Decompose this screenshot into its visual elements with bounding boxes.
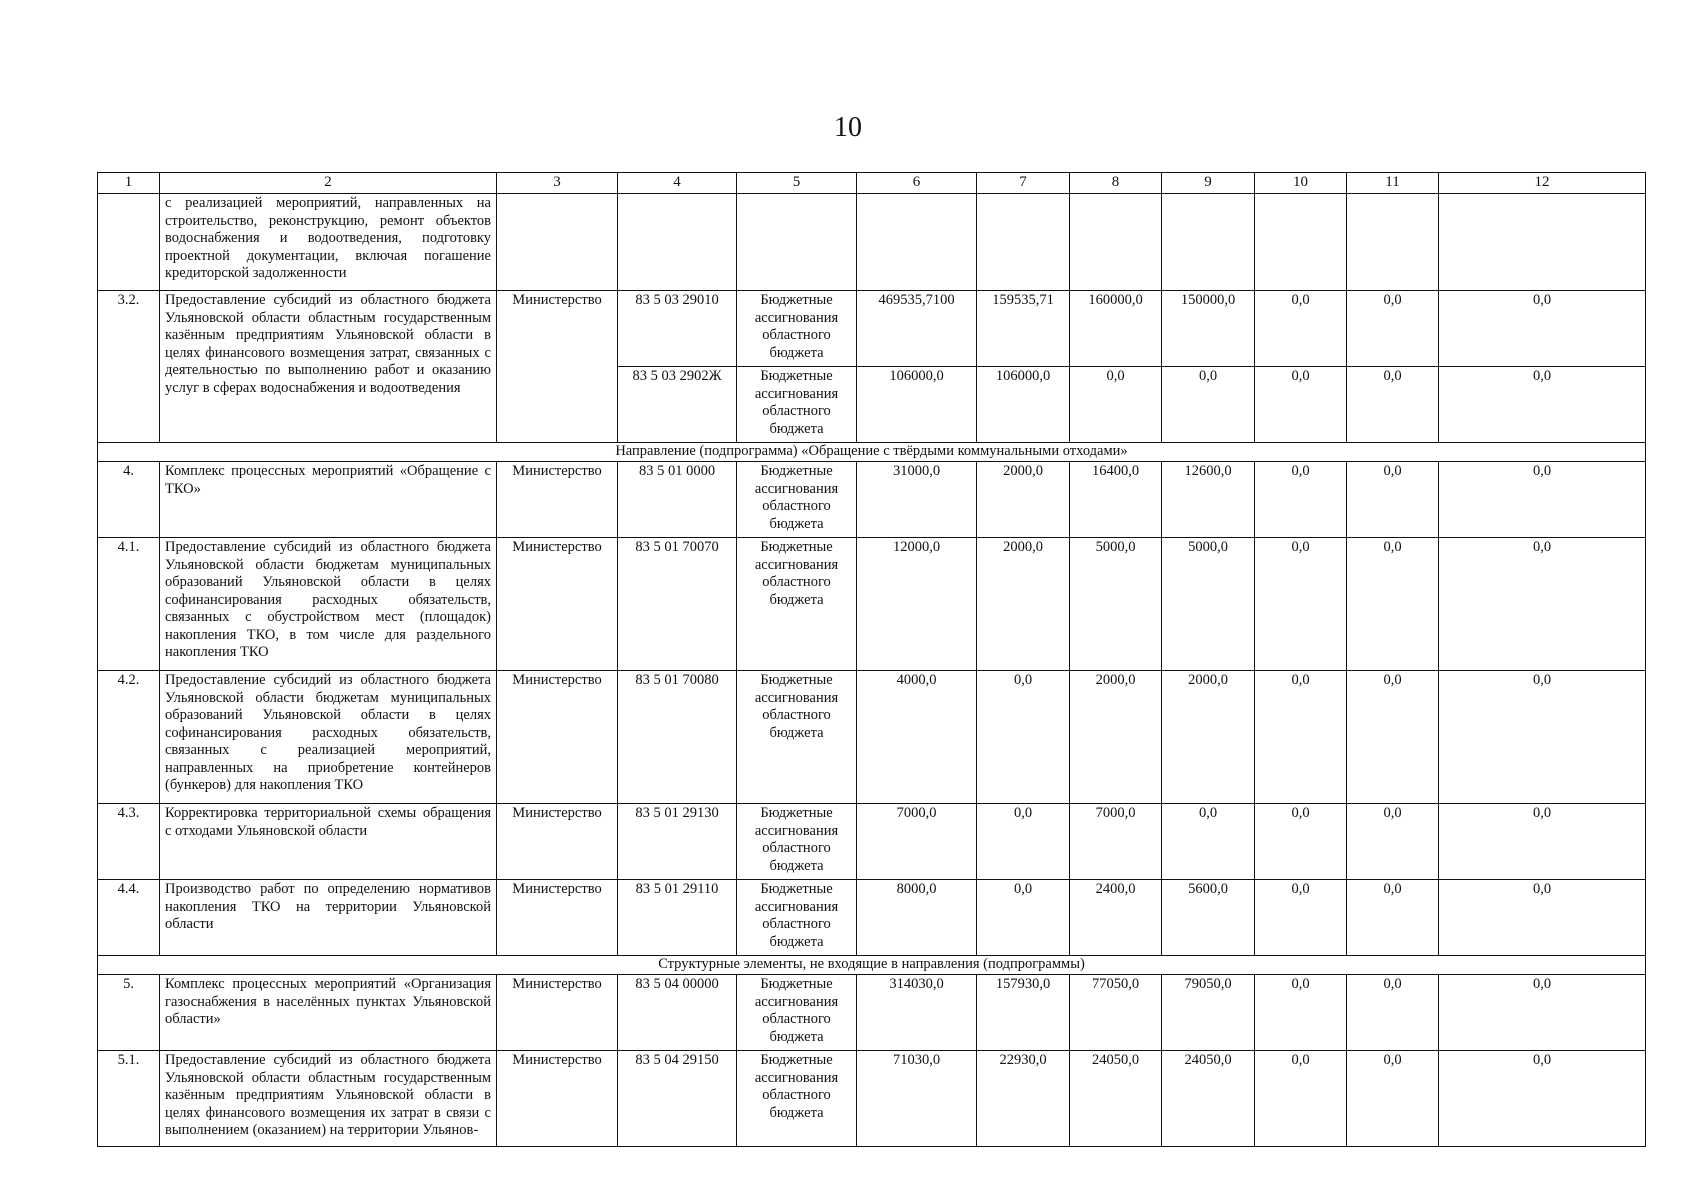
funding-source: Бюджетные ассигнования областного бюджета [737,880,857,956]
value-col12: 0,0 [1439,367,1646,443]
column-number: 5 [737,173,857,194]
column-number: 2 [160,173,497,194]
value-col7: 159535,71 [977,291,1070,367]
value-col11: 0,0 [1347,804,1439,880]
value-col11: 0,0 [1347,975,1439,1051]
budget-table [97,172,1646,1147]
funding-source: Бюджетные ассигнования областного бюджета [737,671,857,804]
column-number-row [98,173,1646,194]
item-name: Предоставление субсидий из областного бюджета Ульяновской области бюджетам муниципальных образований Ульяновской области в целях софинансирования расходных обязательств, связанных с обустройством мест (площадок) накопления ТКО, в том числе для раздельного накопления ТКО [160,538,497,671]
column-number: 8 [1070,173,1162,194]
item-number: 4. [98,462,160,538]
value-total: 71030,0 [857,1051,977,1147]
item-name: Предоставление субсидий из областного бюджета Ульяновской области областным государственным казённым предприятиям Ульяновской области в целях финансового возмещения затрат, связанных с деятельностью по выполнению работ и оказанию услуг в сферах водоснабжения и водоотведения [160,291,497,443]
table-row-3-2 [98,291,1646,367]
column-number: 6 [857,173,977,194]
value-col7: 22930,0 [977,1051,1070,1147]
item-name: Комплекс процессных мероприятий «Организация газоснабжения в населённых пунктах Ульяновской области» [160,975,497,1051]
executor: Министерство [497,880,618,956]
executor: Министерство [497,1051,618,1147]
value-total: 31000,0 [857,462,977,538]
table-row-4 [98,462,1646,538]
value-col8: 160000,0 [1070,291,1162,367]
column-number: 12 [1439,173,1646,194]
value-col11: 0,0 [1347,880,1439,956]
value-col10: 0,0 [1255,367,1347,443]
value-col10: 0,0 [1255,462,1347,538]
item-number: 4.2. [98,671,160,804]
value-col11: 0,0 [1347,538,1439,671]
budget-code: 83 5 01 0000 [618,462,737,538]
budget-code: 83 5 01 29130 [618,804,737,880]
funding-source: Бюджетные ассигнования областного бюджета [737,538,857,671]
executor: Министерство [497,462,618,538]
funding-source: Бюджетные ассигнования областного бюджета [737,975,857,1051]
column-number: 11 [1347,173,1439,194]
budget-code: 83 5 04 29150 [618,1051,737,1147]
value-col8: 2000,0 [1070,671,1162,804]
value-col9: 150000,0 [1162,291,1255,367]
value-col12: 0,0 [1439,291,1646,367]
value-col9: 2000,0 [1162,671,1255,804]
item-number: 5.1. [98,1051,160,1147]
value-total: 106000,0 [857,367,977,443]
table-row-4-4 [98,880,1646,956]
value-col10: 0,0 [1255,538,1347,671]
budget-code: 83 5 01 70080 [618,671,737,804]
value-col9: 24050,0 [1162,1051,1255,1147]
value-col7: 2000,0 [977,538,1070,671]
budget-code: 83 5 01 29110 [618,880,737,956]
value-col12: 0,0 [1439,1051,1646,1147]
table-row-4-1 [98,538,1646,671]
value-total: 4000,0 [857,671,977,804]
funding-source: Бюджетные ассигнования областного бюджета [737,367,857,443]
value-total: 314030,0 [857,975,977,1051]
funding-source: Бюджетные ассигнования областного бюджета [737,291,857,367]
item-number: 4.1. [98,538,160,671]
value-col7: 0,0 [977,880,1070,956]
value-col11: 0,0 [1347,671,1439,804]
value-col8: 77050,0 [1070,975,1162,1051]
value-col12: 0,0 [1439,462,1646,538]
column-number: 10 [1255,173,1347,194]
value-col11: 0,0 [1347,1051,1439,1147]
funding-source: Бюджетные ассигнования областного бюджета [737,1051,857,1147]
budget-code: 83 5 03 29010 [618,291,737,367]
executor: Министерство [497,538,618,671]
value-col12: 0,0 [1439,880,1646,956]
item-name: Производство работ по определению нормативов накопления ТКО на территории Ульяновской области [160,880,497,956]
value-col9: 79050,0 [1162,975,1255,1051]
column-number: 4 [618,173,737,194]
value-col9: 5000,0 [1162,538,1255,671]
item-name: Предоставление субсидий из областного бюджета Ульяновской области бюджетам муниципальных образований Ульяновской области в целях софинансирования расходных обязательств, связанных с реализацией мероприятий, направленных на приобретение контейнеров (бункеров) для накопления ТКО [160,671,497,804]
value-col9: 0,0 [1162,367,1255,443]
table-row-4-2 [98,671,1646,804]
value-col7: 2000,0 [977,462,1070,538]
value-col10: 0,0 [1255,804,1347,880]
value-col8: 0,0 [1070,367,1162,443]
item-name: Комплекс процессных мероприятий «Обращение с ТКО» [160,462,497,538]
item-number: 4.4. [98,880,160,956]
section-heading-tko [98,443,1646,462]
value-col7: 106000,0 [977,367,1070,443]
value-col7: 0,0 [977,804,1070,880]
funding-source: Бюджетные ассигнования областного бюджета [737,462,857,538]
column-number: 9 [1162,173,1255,194]
value-col8: 5000,0 [1070,538,1162,671]
funding-source: Бюджетные ассигнования областного бюджета [737,804,857,880]
column-number: 1 [98,173,160,194]
value-col9: 5600,0 [1162,880,1255,956]
executor: Министерство [497,671,618,804]
table-row-5 [98,975,1646,1051]
executor: Министерство [497,975,618,1051]
value-col10: 0,0 [1255,291,1347,367]
section-title: Структурные элементы, не входящие в направления (подпрограммы) [98,956,1646,975]
value-col8: 16400,0 [1070,462,1162,538]
value-col7: 157930,0 [977,975,1070,1051]
value-col10: 0,0 [1255,880,1347,956]
value-col10: 0,0 [1255,671,1347,804]
item-name: Предоставление субсидий из областного бюджета Ульяновской области областным государственным казённым предприятиям Ульяновской области в целях финансового возмещения их затрат в связи с выполнением (оказанием) на территории Ульянов- [160,1051,497,1147]
value-col12: 0,0 [1439,975,1646,1051]
value-col11: 0,0 [1347,291,1439,367]
item-number: 4.3. [98,804,160,880]
column-number: 7 [977,173,1070,194]
page-number: 10 [834,112,862,143]
value-col9: 12600,0 [1162,462,1255,538]
executor: Министерство [497,804,618,880]
value-col12: 0,0 [1439,804,1646,880]
table-row-5-1 [98,1051,1646,1147]
executor: Министерство [497,291,618,443]
value-col12: 0,0 [1439,538,1646,671]
value-total: 7000,0 [857,804,977,880]
item-name: с реализацией мероприятий, направленных на строительство, реконструкцию, ремонт объектов водоснабжения и водоотведения, подготовку проектной документации, включая погашение кредиторской задолженности [160,194,497,291]
value-total: 8000,0 [857,880,977,956]
item-number: 5. [98,975,160,1051]
table-row-continuation [98,194,1646,291]
column-number: 3 [497,173,618,194]
value-total: 469535,7100 [857,291,977,367]
value-col8: 24050,0 [1070,1051,1162,1147]
budget-code: 83 5 03 2902Ж [618,367,737,443]
value-col11: 0,0 [1347,462,1439,538]
value-col11: 0,0 [1347,367,1439,443]
budget-code: 83 5 01 70070 [618,538,737,671]
value-col9: 0,0 [1162,804,1255,880]
item-number: 3.2. [98,291,160,443]
value-total: 12000,0 [857,538,977,671]
value-col10: 0,0 [1255,975,1347,1051]
budget-code: 83 5 04 00000 [618,975,737,1051]
section-heading-structural [98,956,1646,975]
value-col8: 7000,0 [1070,804,1162,880]
value-col7: 0,0 [977,671,1070,804]
value-col10: 0,0 [1255,1051,1347,1147]
value-col8: 2400,0 [1070,880,1162,956]
section-title: Направление (подпрограмма) «Обращение с твёрдыми коммунальными отходами» [98,443,1646,462]
table-row-4-3 [98,804,1646,880]
item-name: Корректировка территориальной схемы обращения с отходами Ульяновской области [160,804,497,880]
value-col12: 0,0 [1439,671,1646,804]
